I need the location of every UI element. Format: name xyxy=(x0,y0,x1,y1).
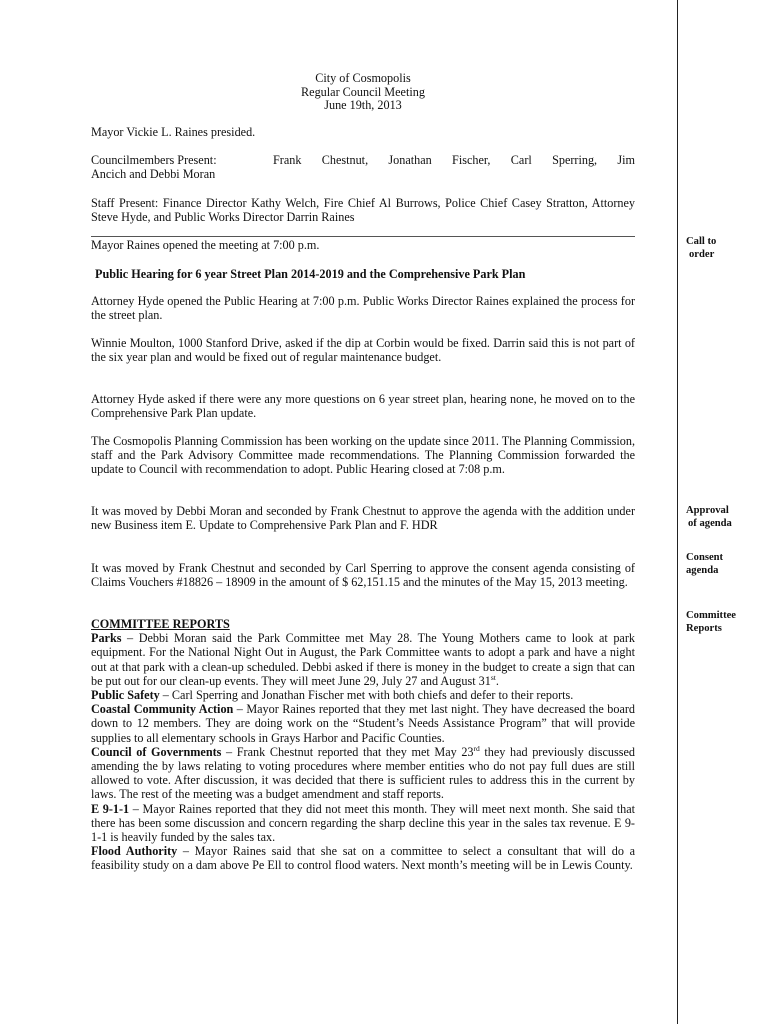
consent-motion: It was moved by Frank Chestnut and seconded by Carl Sperring to approve the consent agenda consisting of Claims Vouchers #18826 – 18909 in the amount of $ 62,151.15 and the minutes of the May 15, 2013 meeting. xyxy=(91,561,635,590)
parks-sup: st xyxy=(490,672,496,682)
e911-text: – Mayor Raines reported that they did not meet this month. They will meet next month. She said that there has been some discussion and concern regarding the sharp decline this year in the sales tax revenue. E 9-1-1 is heavily funded by the sales tax. xyxy=(91,801,635,845)
meeting-opened: Mayor Raines opened the meeting at 7:00 p.m. xyxy=(91,238,320,252)
report-flood-authority xyxy=(91,844,635,872)
margin-note-approval xyxy=(686,505,756,530)
margin-committee-2: Reports xyxy=(686,622,722,634)
agenda-motion: It was moved by Debbi Moran and seconded by Frank Chestnut to approve the agenda with the addition under new Business item E. Update to Comprehensive Park Plan and F. HDR xyxy=(91,504,635,533)
safety-text: – Carl Sperring and Jonathan Fischer met with both chiefs and defer to their reports. xyxy=(159,688,574,703)
header-date: June 19th, 2013 xyxy=(324,98,402,112)
hearing-paragraph-1: Attorney Hyde opened the Public Hearing at 7:00 p.m. Public Works Director Raines explained the process for the street plan. xyxy=(91,294,635,323)
report-e911 xyxy=(91,802,635,845)
safety-label: Public Safety xyxy=(91,688,160,703)
hearing-paragraph-3: Attorney Hyde asked if there were any more questions on 6 year street plan, hearing none, he moved on to the Comprehensive Park Plan update. xyxy=(91,392,635,421)
report-council-of-governments xyxy=(91,745,635,802)
hearing-title: Public Hearing for 6 year Street Plan 2014-2019 and the Comprehensive Park Plan xyxy=(95,267,526,281)
margin-note-call-to-order xyxy=(686,236,756,261)
margin-committee-1: Committee xyxy=(686,610,736,621)
cog-label: Council of Governments xyxy=(91,744,222,759)
councilmembers-names-2: Ancich and Debbi Moran xyxy=(91,167,216,182)
margin-consent-2: agenda xyxy=(686,564,719,576)
staff-present: Staff Present: Finance Director Kathy Welch, Fire Chief Al Burrows, Police Chief Casey Stratton, Attorney Steve Hyde, and Public Works Director Darrin Raines xyxy=(91,196,635,225)
section-divider xyxy=(91,236,635,237)
margin-call-to-order-1: Call to xyxy=(686,236,717,247)
report-public-safety xyxy=(91,688,635,702)
coastal-text: – Mayor Raines reported that they met last night. They have decreased the board down to 12 members. They are doing work on the “Student’s Needs Assistance Program” that will provide supplies to all elementary schools in Grays Harbor and Pacific Counties. xyxy=(91,702,636,745)
report-parks xyxy=(91,631,635,688)
margin-note-consent xyxy=(686,552,756,577)
cog-text-a: – Frank Chestnut reported that they met May 23 xyxy=(221,744,474,759)
committee-reports xyxy=(91,617,635,873)
presided-line: Mayor Vickie L. Raines presided. xyxy=(91,125,256,139)
cog-sup: rd xyxy=(473,743,480,753)
margin-approval-1: Approval xyxy=(686,505,729,516)
margin-approval-2: of agenda xyxy=(688,517,732,529)
hearing-paragraph-2: Winnie Moulton, 1000 Stanford Drive, asked if the dip at Corbin would be fixed. Darrin said this is not part of the six year plan and would be fixed out of regular maintenance budget. xyxy=(91,336,635,365)
cog-text-b: they had previously discussed amending the by laws relating to voting procedures where member entities who do not pay full dues are still allowed to vote. After discussion, it was decided that there is sufficient rules to address this in the current by laws. The rest of the meeting was a budget amendment and staff reports. xyxy=(91,744,635,802)
councilmembers-present xyxy=(91,153,635,181)
councilmembers-label: Councilmembers Present: xyxy=(91,153,217,167)
e911-label: E 9-1-1 xyxy=(91,801,130,816)
parks-end: . xyxy=(495,673,499,688)
flood-label: Flood Authority xyxy=(91,844,178,859)
committee-heading: COMMITTEE REPORTS xyxy=(91,617,230,631)
margin-divider-line xyxy=(677,0,678,1024)
parks-label: Parks xyxy=(91,631,122,646)
coastal-label: Coastal Community Action xyxy=(91,702,234,717)
document-header xyxy=(91,72,635,113)
flood-text: – Mayor Raines said that she sat on a committee to select a consultant that will do a feasibility study on a dam above Pe Ell to control flood waters. Next month’s meeting will be in Lewis County. xyxy=(91,844,635,873)
margin-consent-1: Consent xyxy=(686,552,724,563)
header-meeting: Regular Council Meeting xyxy=(301,84,425,99)
parks-text: – Debbi Moran said the Park Committee met May 28. The Young Mothers came to look at park equipment. For the National Night Out in August, the Park Committee wants to adopt a park and have a night out at that park with a clean-up scheduled. Debbi asked if there is money in the budget to create a sign that can be put out for our clean-up events. They will meet June 29, July 27 and August 31 xyxy=(91,631,635,688)
margin-call-to-order-2: order xyxy=(689,248,715,260)
header-city: City of Cosmopolis xyxy=(315,71,411,85)
councilmembers-names-1: Frank Chestnut, Jonathan Fischer, Carl Sperring, Jim xyxy=(273,153,635,167)
report-coastal-community xyxy=(91,702,635,745)
hearing-paragraph-4: The Cosmopolis Planning Commission has been working on the update since 2011. The Planning Commission, staff and the Park Advisory Committee made recommendations. The Planning Commission forwarded the update to Council with recommendation to adopt. Public Hearing closed at 7:08 p.m. xyxy=(91,434,635,477)
margin-note-committee xyxy=(686,610,756,635)
